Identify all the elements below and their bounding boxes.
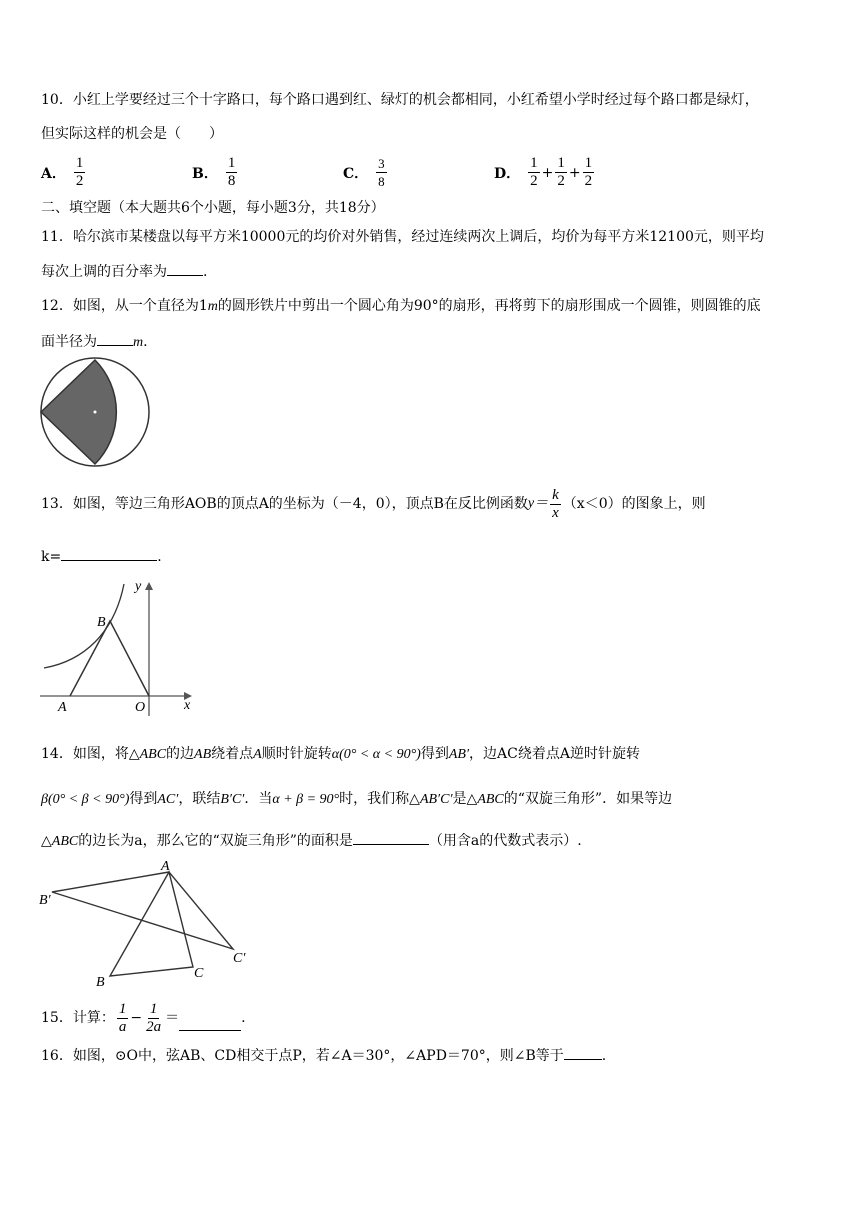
q10-option-b[interactable] <box>192 155 239 190</box>
fraction-1-over-a: $\frac{1}{a}$ <box>118 1000 127 1035</box>
option-b-fraction: $\frac{1}{8}$ <box>227 155 236 189</box>
q13-figure <box>38 576 198 716</box>
answer-blank[interactable] <box>564 1045 602 1060</box>
section-heading: 二、填空题（本大题共6个小题，每小题3分，共18分） <box>41 200 385 216</box>
q13-line1: 13．如图，等边三角形AOB的顶点A的坐标为（－4，0），顶点B在反比例函数 y＝ $\frac{k}{x}$ （x＜0）的图象上，则 <box>41 486 706 521</box>
q11-line1: 11．哈尔滨市某楼盘以每平方米10000元的均价对外销售，经过连续两次上调后，均价为每平方米12100元，则平均 <box>41 229 764 245</box>
label-c: C <box>194 966 204 981</box>
y-arrow <box>145 582 153 590</box>
answer-blank[interactable] <box>97 331 133 346</box>
k-over-x: $\frac{k}{x}$ <box>552 486 559 521</box>
sector <box>41 360 116 464</box>
answer-blank[interactable] <box>179 1016 241 1031</box>
q10-option-a[interactable] <box>41 155 87 190</box>
q12-figure <box>38 354 152 470</box>
q12-line2: 面半径为 m. <box>41 331 148 353</box>
q12-line1: 12．如图，从一个直径为1m的圆形铁片中剪出一个圆心角为90°的扇形，再将剪下的扇形围成一个圆锥，则圆锥的底 <box>41 298 761 314</box>
triangle-aob <box>70 621 149 696</box>
label-b-prime: B′ <box>39 893 51 908</box>
option-c-label: C． <box>343 165 369 182</box>
q10-line1: 10．小红上学要经过三个十字路口，每个路口遇到红、绿灯的机会都相同，小红希望小学时经过每个路口都是绿灯， <box>41 92 759 108</box>
plus-sign: + <box>541 164 554 181</box>
answer-blank[interactable] <box>353 830 429 845</box>
label-o: O <box>135 700 146 715</box>
label-x: x <box>184 698 191 713</box>
answer-blank[interactable] <box>167 261 203 276</box>
triangle-ab1c1 <box>52 872 233 949</box>
label-b: B <box>96 975 105 990</box>
q14-line2: β(0° < β < 90°)得到AC′，联结B′C′．当α + β = 90°时，我们称△AB′C′是△ABC的“双旋三角形”．如果等边 <box>41 791 673 807</box>
option-a-label: A． <box>41 165 66 182</box>
q15-line: 15．计算： $\frac{1}{a}$ − $\frac{1}{2a}$ ＝ . <box>41 1000 246 1035</box>
label-y: y <box>135 579 142 594</box>
option-b-label: B． <box>192 165 218 182</box>
option-d-label: D． <box>494 165 521 182</box>
option-d-fraction-3: $\frac{1}{2}$ <box>584 155 593 189</box>
q14-line3: △ABC的边长为a，那么它的“双旋三角形”的面积是 （用含a的代数式表示）. <box>41 830 582 852</box>
option-d-fraction-2: $\frac{1}{2}$ <box>557 155 565 189</box>
label-b: B <box>97 615 106 630</box>
q16-line: 16．如图，⊙O中，弦AB、CD相交于点P，若∠A＝30°，∠APD＝70°，则∠B等于 . <box>41 1045 606 1066</box>
option-d-fraction-1: $\frac{1}{2}$ <box>530 155 538 189</box>
label-c-prime: C′ <box>233 951 246 966</box>
option-c-fraction: $\frac{3}{8}$ <box>378 156 385 189</box>
fraction-1-over-2a: $\frac{1}{2a}$ <box>146 1000 162 1035</box>
q11-line2: 每次上调的百分率为 . <box>41 261 207 282</box>
label-a: A <box>161 859 170 874</box>
answer-blank[interactable] <box>61 546 157 561</box>
q10-option-d[interactable] <box>494 155 596 190</box>
q14-figure <box>36 856 256 990</box>
q10-line2: 但实际这样的机会是（ ） <box>41 126 223 142</box>
plus-sign: + <box>568 164 581 181</box>
q10-option-c[interactable] <box>343 155 389 190</box>
option-a-fraction: $\frac{1}{2}$ <box>75 155 84 189</box>
center-point <box>94 411 97 414</box>
label-a: A <box>58 700 67 715</box>
q13-line2: k= . <box>41 546 162 567</box>
q14-line1: 14．如图，将△ABC的边AB绕着点A顺时针旋转α(0° < α < 90°)得到AB′，边AC绕着点A逆时针旋转 <box>41 746 640 762</box>
